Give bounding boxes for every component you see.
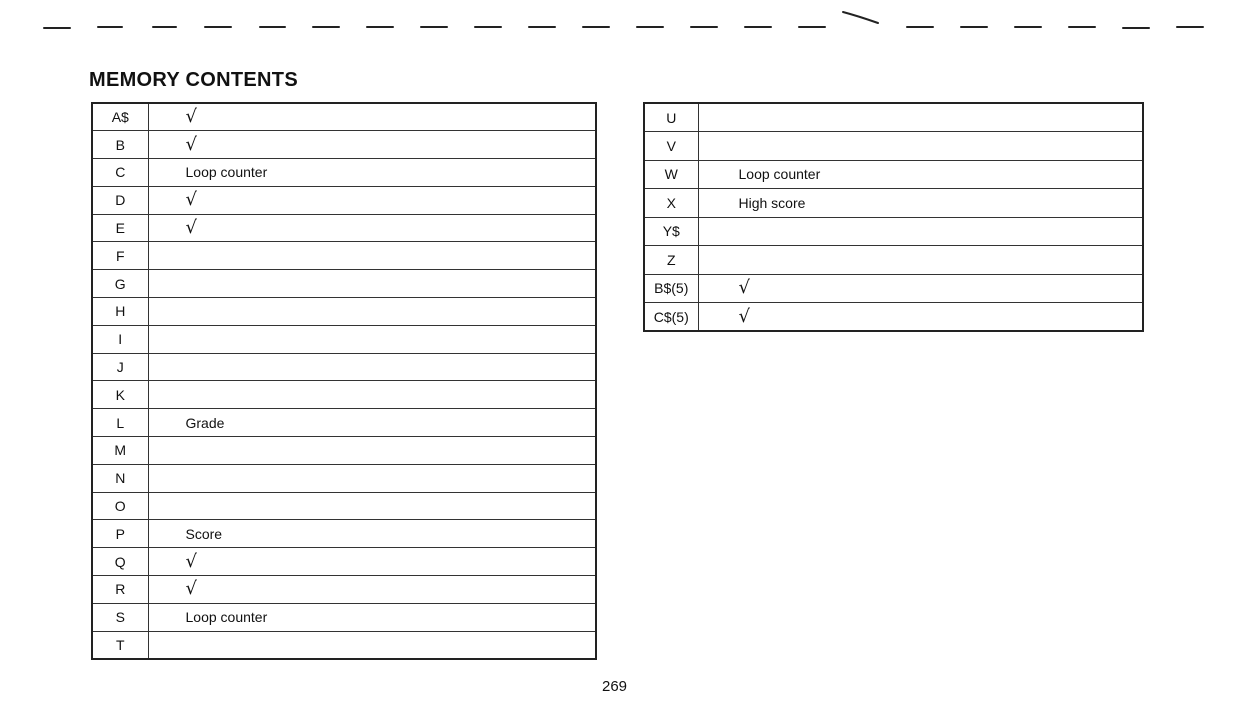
variable-name-cell: H xyxy=(92,298,148,326)
variable-name-cell: J xyxy=(92,353,148,381)
table-row xyxy=(92,520,596,548)
table-row xyxy=(644,103,1143,132)
memory-table-right xyxy=(643,102,1144,332)
variable-use-cell: Loop counter xyxy=(148,603,596,631)
table-row xyxy=(92,270,596,298)
variable-name-cell: V xyxy=(644,132,698,161)
variable-name-cell: U xyxy=(644,103,698,132)
table-row xyxy=(644,189,1143,218)
variable-use-cell: Score xyxy=(148,520,596,548)
table-row xyxy=(92,298,596,326)
variable-name-cell: L xyxy=(92,409,148,437)
variable-name-cell: W xyxy=(644,160,698,189)
table-row xyxy=(92,325,596,353)
variable-use-cell xyxy=(148,437,596,465)
check-mark-cell: √ xyxy=(698,274,1143,303)
variable-use-cell xyxy=(148,242,596,270)
variable-use-cell: High score xyxy=(698,189,1143,218)
variable-name-cell: T xyxy=(92,631,148,659)
variable-name-cell: M xyxy=(92,437,148,465)
table-row xyxy=(92,409,596,437)
variable-name-cell: A$ xyxy=(92,103,148,131)
decorative-dashed-rule xyxy=(0,0,1251,40)
variable-name-cell: P xyxy=(92,520,148,548)
table-row xyxy=(644,246,1143,275)
variable-name-cell: O xyxy=(92,492,148,520)
table-row xyxy=(92,576,596,604)
variable-name-cell: Y$ xyxy=(644,217,698,246)
check-mark-cell: √ xyxy=(148,103,596,131)
table-row xyxy=(92,381,596,409)
variable-name-cell: B xyxy=(92,131,148,159)
table-row xyxy=(92,492,596,520)
check-mark-cell: √ xyxy=(148,131,596,159)
check-mark-cell: √ xyxy=(148,548,596,576)
check-mark-cell: √ xyxy=(148,214,596,242)
variable-use-cell xyxy=(148,353,596,381)
table-row xyxy=(92,214,596,242)
variable-name-cell: K xyxy=(92,381,148,409)
table-row xyxy=(644,217,1143,246)
variable-use-cell: Loop counter xyxy=(698,160,1143,189)
variable-use-cell xyxy=(148,631,596,659)
page-title: MEMORY CONTENTS xyxy=(89,69,298,91)
variable-use-cell xyxy=(698,217,1143,246)
variable-use-cell xyxy=(148,325,596,353)
variable-use-cell xyxy=(148,381,596,409)
variable-name-cell: X xyxy=(644,189,698,218)
table-row xyxy=(92,353,596,381)
table-row xyxy=(92,603,596,631)
table-row xyxy=(644,160,1143,189)
table-row xyxy=(92,131,596,159)
variable-name-cell: B$(5) xyxy=(644,274,698,303)
variable-name-cell: D xyxy=(92,186,148,214)
table-row xyxy=(92,242,596,270)
variable-use-cell xyxy=(698,103,1143,132)
variable-name-cell: G xyxy=(92,270,148,298)
variable-name-cell: C xyxy=(92,159,148,187)
variable-use-cell xyxy=(148,464,596,492)
variable-use-cell xyxy=(148,492,596,520)
variable-name-cell: F xyxy=(92,242,148,270)
variable-use-cell xyxy=(148,298,596,326)
variable-name-cell: Z xyxy=(644,246,698,275)
variable-use-cell xyxy=(698,246,1143,275)
table-row xyxy=(644,274,1143,303)
memory-table-left xyxy=(91,102,597,660)
table-row xyxy=(92,548,596,576)
table-row xyxy=(92,631,596,659)
variable-use-cell xyxy=(148,270,596,298)
check-mark-cell: √ xyxy=(148,576,596,604)
variable-name-cell: C$(5) xyxy=(644,303,698,332)
variable-use-cell: Loop counter xyxy=(148,159,596,187)
table-row xyxy=(644,132,1143,161)
variable-name-cell: I xyxy=(92,325,148,353)
table-row xyxy=(644,303,1143,332)
variable-name-cell: Q xyxy=(92,548,148,576)
table-row xyxy=(92,103,596,131)
table-row xyxy=(92,464,596,492)
variable-name-cell: S xyxy=(92,603,148,631)
variable-use-cell xyxy=(698,132,1143,161)
check-mark-cell: √ xyxy=(148,186,596,214)
check-mark-cell: √ xyxy=(698,303,1143,332)
variable-name-cell: N xyxy=(92,464,148,492)
variable-name-cell: E xyxy=(92,214,148,242)
page-number: 269 xyxy=(602,678,628,695)
table-row xyxy=(92,159,596,187)
table-row xyxy=(92,437,596,465)
variable-use-cell: Grade xyxy=(148,409,596,437)
table-row xyxy=(92,186,596,214)
variable-name-cell: R xyxy=(92,576,148,604)
